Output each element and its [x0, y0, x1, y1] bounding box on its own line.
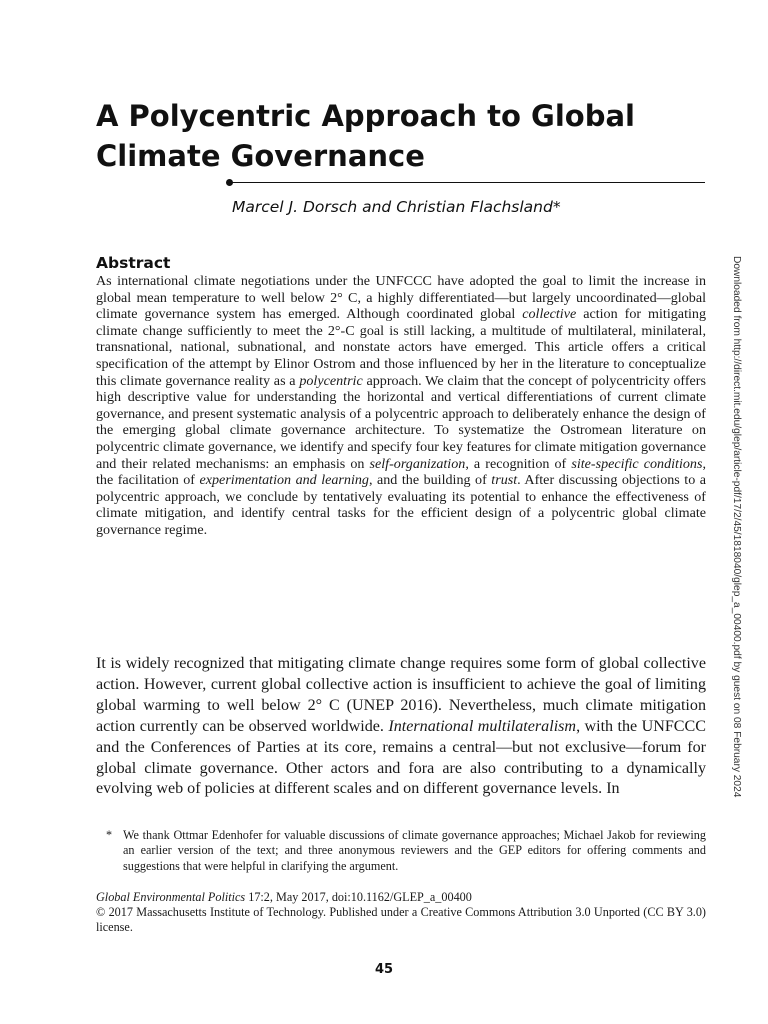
abstract-text-segment: , the facilitation of: [96, 455, 706, 489]
article-title: A Polycentric Approach to Global Climate Governance: [96, 99, 635, 173]
abstract-text-segment: action for mitigating climate change sufficiently to meet the 2°-C goal is still lacking, a multitude of multilateral, minilateral, transnational, national, subnational, and nonstate actors have emerged. This article offers a critical specification of the attempt by Elinor Ostrom and those influenced by her in the literature to conceptualize this climate governance reality as a: [96, 306, 706, 389]
abstract-emphasis-site-specific: site-specific conditions: [571, 455, 703, 472]
abstract-emphasis-self-organization: self-organization: [369, 455, 466, 472]
body-emphasis-multilateralism: International multilateralism: [388, 717, 577, 735]
acknowledgement-footnote: [106, 828, 706, 874]
footnote-text: We thank Ottmar Edenhofer for valuable discussions of climate governance approaches; Michael Jakob for reviewing an earlier version of the text; and three anonymous reviewers and the GEP editors for offering comments and suggestions that were helpful in clarifying the argument.: [123, 828, 706, 873]
abstract-text-segment: As international climate negotiations under the UNFCCC have adopted the goal to limit the increase in global mean temperature to well below 2° C, a highly differentiated—but largely uncoordinated—global climate governance system has emerged. Although coordinated global: [96, 273, 706, 323]
abstract-text-segment: , a recognition of: [465, 455, 572, 472]
abstract-text: [96, 273, 706, 539]
download-watermark: Downloaded from http://direct.mit.edu/glep/article-pdf/17/2/45/1818040/glep_a_00400.pdf by guest on 08 February 2024: [731, 256, 742, 798]
abstract-emphasis-trust: trust: [491, 472, 518, 489]
abstract-text-segment: , and the building of: [368, 472, 492, 489]
article-authors: Marcel J. Dorsch and Christian Flachsland*: [232, 198, 561, 216]
body-text-segment: , with the UNFCCC and the Conferences of Parties at its core, remains a central—but not exclusive—forum for global climate governance. Other actors and fora are also contributing to a dynamically evolving web of policies at different scales and on different governance levels. In: [96, 717, 706, 798]
body-text-segment: It is widely recognized that mitigating climate change requires some form of global collective action. However, current global collective action is insufficient to achieve the goal of limiting global warming to well below 2° C (UNEP 2016). Nevertheless, much climate mitigation action currently can be observed worldwide.: [96, 655, 706, 735]
abstract-emphasis-collective: collective: [522, 306, 577, 323]
abstract-emphasis-experimentation: experimentation and learning: [199, 472, 369, 489]
footnote-marker: *: [106, 828, 113, 842]
journal-citation: 17:2, May 2017, doi:10.1162/GLEP_a_00400: [245, 890, 472, 904]
license-notice: © 2017 Massachusetts Institute of Technology. Published under a Creative Commons Attribution 3.0 Unported (CC BY 3.0) license.: [96, 905, 706, 934]
journal-info: [96, 890, 706, 935]
abstract-text-segment: . After discussing objections to a polycentric approach, we conclude by tentatively evaluating its potential to enhance the effectiveness of climate mitigation, and identify central tasks for the efficient design of a polycentric global climate governance regime.: [96, 472, 707, 538]
divider-dot: [226, 179, 233, 186]
body-paragraph: [96, 654, 706, 800]
journal-name: Global Environmental Politics: [96, 890, 246, 904]
journal-citation-line: [96, 890, 706, 905]
abstract-emphasis-polycentric: polycentric: [299, 372, 363, 389]
title-divider: [229, 182, 705, 183]
abstract-heading: Abstract: [96, 254, 171, 272]
abstract-text-segment: approach. We claim that the concept of polycentricity offers high descriptive value for understanding the horizontal and vertical differentiations of current climate governance, and present systematic analysis of a polycentric approach to deliberately enhance the design of the emerging global climate governance architecture. To systematize the Ostromean literature on polycentric climate governance, we identify and specify four key features for climate mitigation governance and their related mechanisms: an emphasis on: [96, 372, 706, 472]
page-number: 45: [374, 962, 394, 977]
